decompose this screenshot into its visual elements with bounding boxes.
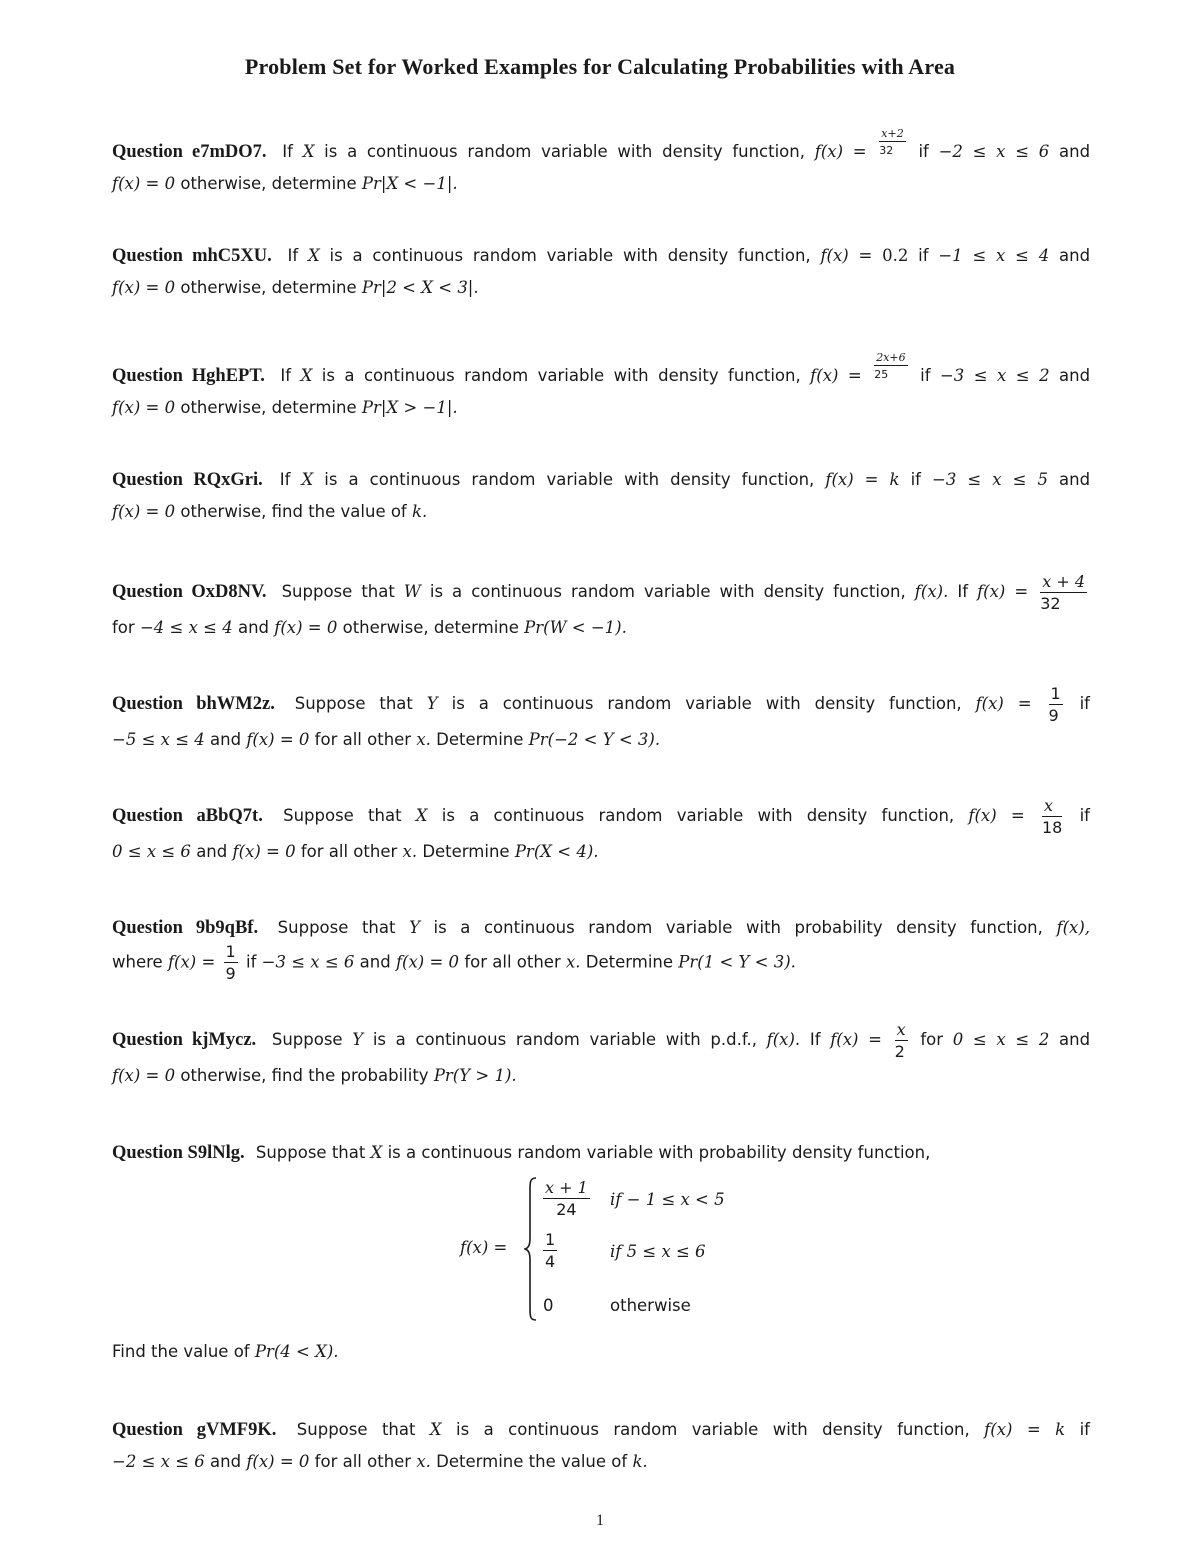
question-id: Question S9lNlg. [112,1143,245,1163]
question-text: Determine [585,952,674,972]
math-expression: f(x) = 0 [232,842,296,861]
question-text: is a continuous random variable with density function, [441,806,955,825]
math-expression: k. [412,502,428,521]
math-expression: f(x) = 0 [112,502,176,521]
fraction-denominator: 9 [1048,705,1059,725]
question-text: if [1079,694,1090,713]
question-text: Find the value of [112,1342,250,1361]
math-condition: −2 ≤ x ≤ 6 [112,1452,205,1471]
math-expression: f(x) = [975,694,1032,713]
fraction-denominator: 9 [225,964,236,983]
math-variable: X [429,1420,442,1439]
question-text: If [279,470,291,489]
math-variable: X [415,806,428,825]
fraction-denominator: 24 [556,1200,577,1219]
question-id: Question gVMF9K. [112,1420,277,1440]
question-text: for all other [314,1452,412,1471]
question-id: Question aBbQ7t. [112,806,263,826]
question-line-2 [112,724,1090,756]
math-condition: −3 ≤ x ≤ 2 [939,366,1050,385]
fraction [1041,795,1063,837]
question-text: otherwise, find the probability [180,1066,429,1085]
math-expression: f(x) = [810,366,862,385]
question-11 [112,1414,1090,1478]
question-10-followup [112,1336,1090,1368]
question-text: is a continuous random variable with density function, [456,1420,970,1439]
question-line-1 [112,128,1090,168]
question-text: Suppose that [283,806,402,825]
question-text: is a continuous random variable with density function, [324,142,805,161]
question-text: Suppose that [255,1143,366,1162]
piecewise-lhs: f(x) = [460,1238,508,1257]
math-variable: Y [409,918,420,937]
question-text: and [210,730,242,749]
question-text: and [1059,470,1091,489]
question-line-1 [112,572,1090,612]
math-expression: k. [632,1452,648,1471]
page-number: 1 [596,1512,604,1529]
math-expression: Pr(−2 < Y < 3). [528,730,661,749]
fraction-numerator: 1 [545,1230,556,1249]
question-text: Suppose that [281,582,395,601]
math-expression: Pr(Y > 1). [433,1066,517,1085]
question-2 [112,240,1090,304]
math-condition: −3 ≤ x ≤ 6 [261,952,355,972]
math-variable: x. [402,842,418,861]
question-id: Question e7mDO7. [112,142,267,162]
math-expression: f(x) = 0 [112,398,176,417]
math-expression: Pr|X > −1|. [361,398,458,417]
fraction-denominator: 25 [874,368,889,381]
math-variable: x. [565,952,581,972]
question-text: is a continuous random variable with probability density function, [433,918,1043,937]
math-expression: f(x) = 0 [112,278,176,297]
question-line-1 [112,684,1090,724]
question-line-1 [112,796,1090,836]
math-expression: Pr(1 < Y < 3). [678,952,796,972]
math-condition: −1 ≤ x ≤ 4 [938,246,1050,265]
question-id: Question mhC5XU. [112,246,272,266]
fraction-denominator: 18 [1041,817,1063,837]
math-expression: f(x) = 0 [112,1066,176,1085]
math-variable: X [301,470,314,489]
page-title: Problem Set for Worked Examples for Calculating Probabilities with Area [244,54,956,79]
math-condition: 0 ≤ x ≤ 2 [952,1030,1050,1049]
math-expression: f(x) = [167,952,216,972]
piecewise-row-3: 0 [543,1296,554,1315]
question-text: otherwise, determine [342,618,519,637]
math-variable: W [403,582,421,601]
fraction-denominator: 4 [545,1252,556,1271]
piecewise-row-1 [540,1180,593,1218]
question-text: and [1059,1030,1091,1049]
question-5 [112,572,1090,644]
question-text: If [287,246,299,265]
math-expression: Pr(4 < X). [254,1342,339,1361]
math-variable: X [300,366,313,385]
fraction-denominator: 32 [1040,593,1061,613]
fraction [1048,683,1063,725]
math-variable: Y [426,694,438,713]
question-line-2 [112,1060,1090,1092]
question-line-1 [112,1137,1090,1169]
math-expression: Pr(W < −1). [524,618,627,637]
math-expression: f(x) = 0 [246,1452,310,1471]
question-line-2 [112,392,1090,424]
math-variable: Y [352,1030,364,1049]
question-text: where [112,952,163,972]
question-id: Question bhWM2z. [112,694,275,714]
question-text: for [112,618,135,637]
question-text: is a continuous random variable with p.d.f., [372,1030,757,1049]
question-3 [112,352,1090,424]
math-expression: f(x) = [968,806,1025,825]
piecewise-condition: if 5 ≤ x ≤ 6 [610,1242,706,1261]
question-line-2 [112,496,1090,528]
question-text: Determine [422,842,510,861]
question-4 [112,464,1090,528]
question-text: and [1059,366,1091,385]
question-text: for [920,1030,944,1049]
question-text: for all other [314,730,412,749]
math-condition: −3 ≤ x ≤ 5 [932,470,1048,489]
question-text: if [918,142,929,161]
question-text: is a continuous random variable with probability density function, [387,1143,931,1162]
question-text: if [918,246,929,265]
question-id: Question HghEPT. [112,366,265,386]
math-variable: x. [416,730,431,749]
question-7 [112,796,1090,868]
question-text: otherwise, find the value of [180,502,407,521]
question-text: If [957,582,969,601]
math-condition: 0 ≤ x ≤ 6 [112,842,191,861]
piecewise-function [460,1176,860,1326]
math-variable: X [370,1143,383,1162]
question-text: for all other [300,842,398,861]
fraction-numerator: 2x+6 [876,351,906,364]
question-line-1 [112,912,1090,944]
question-text: otherwise, determine [180,398,357,417]
fraction-numerator: 1 [225,942,236,961]
math-expression: f(x) = [820,246,873,265]
fraction-numerator: x + 1 [545,1178,588,1197]
question-line-1 [112,240,1090,272]
math-expression: Pr|2 < X < 3|. [361,278,479,297]
question-text: Determine [436,730,524,749]
math-expression: f(x) = k [825,470,900,489]
math-variable: X [308,246,320,265]
question-1 [112,128,1090,200]
question-text: Suppose that [294,694,413,713]
fraction [879,128,905,156]
question-text: otherwise, determine [180,278,357,297]
question-text: Suppose [271,1030,343,1049]
math-expression: f(x) = 0 [112,174,176,193]
question-text: if [910,470,921,489]
question-text: If [282,142,293,161]
question-line-1 [112,1020,1090,1060]
fraction-numerator: x + 4 [1042,571,1086,591]
question-line-2 [112,168,1090,200]
question-line-1 [112,352,1090,392]
fraction-denominator: 2 [894,1041,905,1061]
question-line-2 [112,944,1090,982]
question-line-2 [112,836,1090,868]
fraction-numerator: x+2 [881,127,904,140]
question-6 [112,684,1090,756]
math-expression: f(x) = [814,142,867,161]
question-text: for all other [464,952,561,972]
question-id: Question RQxGri. [112,470,263,490]
piecewise-row-2 [540,1232,560,1270]
math-expression: f(x), [1056,918,1091,937]
question-text: is a continuous random variable with density function, [324,470,815,489]
question-id: Question 9b9qBf. [112,918,259,938]
question-text: is a continuous random variable with density function, [329,246,811,265]
fraction [543,1232,557,1270]
fraction [543,1180,590,1218]
fraction-numerator: 1 [1050,683,1061,703]
question-line-1 [112,464,1090,496]
question-text: if [1079,1420,1090,1439]
question-line-2 [112,612,1090,644]
question-text: and [237,618,269,637]
question-text: and [196,842,228,861]
question-text: Suppose that [296,1420,416,1439]
math-value: 0.2 [882,246,909,265]
math-expression: f(x) = 0 [246,730,310,749]
question-line-2 [112,272,1090,304]
question-text: If [280,366,292,385]
question-id: Question kjMycz. [112,1030,257,1050]
question-10 [112,1137,1090,1169]
question-text: otherwise, determine [180,174,357,193]
math-expression: f(x) = [977,582,1029,601]
fraction [894,1019,908,1061]
math-expression: Pr(X < 4). [514,842,599,861]
fraction [1040,571,1087,613]
question-text: is a continuous random variable with density function, [451,694,962,713]
question-text: Suppose that [277,918,396,937]
question-text: If [809,1030,821,1049]
math-expression: Pr|X < −1|. [361,174,458,193]
question-text: and [359,952,391,972]
fraction [224,944,238,982]
question-line-2 [112,1446,1090,1478]
question-text: is a continuous random variable with density function, [429,582,906,601]
math-variable: x. [416,1452,431,1471]
question-text: is a continuous random variable with density function, [321,366,801,385]
question-text: if [1079,806,1090,825]
math-condition: −2 ≤ x ≤ 6 [938,142,1050,161]
question-text: and [1059,142,1091,161]
math-expression: f(x) = k [984,1420,1066,1439]
question-line-1 [112,1414,1090,1446]
question-text: if [245,952,257,972]
question-8 [112,912,1090,982]
math-variable: X [302,142,315,161]
math-expression: f(x) = 0 [274,618,338,637]
fraction-numerator: x [1042,798,1062,817]
math-expression: f(x). [766,1030,801,1049]
question-9 [112,1020,1090,1092]
piecewise-condition: otherwise [610,1296,691,1315]
math-expression: f(x) = 0 [395,952,460,972]
left-brace-icon [524,1176,538,1322]
fraction-denominator: 32 [879,144,894,157]
math-condition: −4 ≤ x ≤ 4 [139,618,233,637]
fraction-numerator: x [896,1019,906,1039]
math-expression: f(x). [914,582,949,601]
question-text: and [210,1452,242,1471]
fraction [874,352,907,380]
math-expression: f(x) = [830,1030,882,1049]
question-text: and [1059,246,1091,265]
question-text: if [920,366,931,385]
math-condition: −5 ≤ x ≤ 4 [112,730,205,749]
question-text: Determine the value of [436,1452,628,1471]
piecewise-condition: if − 1 ≤ x < 5 [610,1190,725,1209]
question-id: Question OxD8NV. [112,582,267,602]
